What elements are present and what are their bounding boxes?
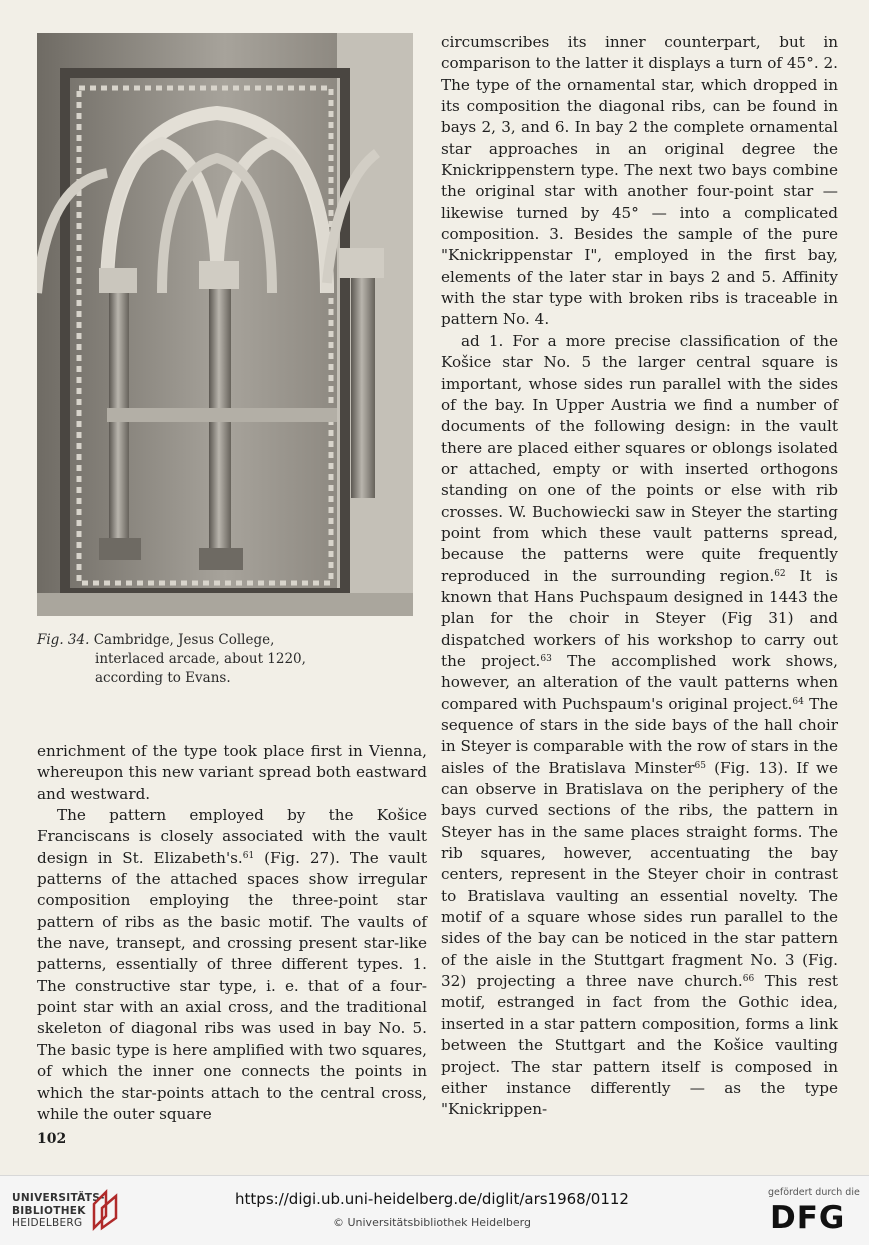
- footnote-ref: 66: [742, 974, 755, 985]
- footnote-ref: 62: [774, 568, 786, 579]
- page-number: 102: [37, 1131, 67, 1147]
- caption-line-2: interlaced arcade, about 1220,: [95, 651, 306, 667]
- permalink-url[interactable]: https://digi.ub.uni-heidelberg.de/diglit/ars1968/0112: [235, 1190, 629, 1208]
- left-text-column: [37, 741, 427, 1125]
- paragraph: enrichment of the type took place first in Vienna, whereupon this new variant spread both eastward and westward.: [37, 742, 427, 803]
- caption-line-3: according to Evans.: [95, 670, 231, 686]
- figure-caption: [37, 631, 427, 688]
- caption-line-1: Cambridge, Jesus College,: [93, 632, 275, 648]
- library-logo-text: UNIVERSITÄTS- BIBLIOTHEK HEIDELBERG: [12, 1192, 105, 1229]
- arcade-photograph: [37, 33, 413, 616]
- right-text-column: [441, 32, 838, 1121]
- dfg-logo: DFG: [770, 1200, 846, 1236]
- figure-label: Fig. 34.: [37, 632, 90, 648]
- library-emblem-icon: [90, 1188, 124, 1232]
- footnote-ref: 65: [694, 760, 706, 771]
- footer-bar: [0, 1175, 869, 1245]
- paragraph: circumscribes its inner counterpart, but in comparison to the latter it displays a turn of 45°. 2. The type of the ornamental star, which dropped in its composition the diagonal ribs, can be found in bays 2, 3, and 6. In bay 2 the complete ornamental star approaches in an original degree the Knickrippenstern type. The next two bays combine the original star with another four-point star — likewise turned by 45° — into a complicated composition. 3. Besides the sample of the pure "Knickrippenstar I", employed in the first bay, elements of the later star in bays 2 and 5. Affinity with the star type with broken ribs is traceable in pattern No. 4.: [441, 33, 838, 329]
- paragraph: The pattern employed by the Košice Franciscans is closely associated with the vault design in St. Elizabeth's.$^{61}$ (Fig. 27). The vault patterns of the attached spaces show irregular composition employing the three-point star pattern of ribs as the basic motif. The vaults of the nave, transept, and crossing present star-like patterns, essentially of three different types. 1. The constructive star type, i. e. that of a four-point star with an axial cross, and the traditional skeleton of diagonal ribs was used in bay No. 5. The basic type is here amplified with two squares, of which the inner one connects the points in which the star-points attach to the central cross, while the outer square: [37, 806, 427, 1123]
- footnote-ref: 63: [540, 653, 552, 664]
- footnote-ref: 61: [242, 850, 255, 861]
- copyright-text: © Universitätsbibliothek Heidelberg: [332, 1216, 531, 1229]
- funding-note: gefördert durch die: [768, 1187, 860, 1198]
- paragraph: ad 1. For a more precise classification of the Košice star No. 5 the larger central square is important, whose sides run parallel with the sides of the bay. In Upper Austria we find a number of documents of the following design: in the vault there are placed either squares or oblongs isolated or attached, empty or with inserted orthogons standing on one of the points or else with rib crosses. W. Buchowiecki saw in Steyer the starting point from which these vault patterns spread, because the patterns were quite frequently reproduced in the surrounding region.$^{62}$ It is known that Hans Puchspaum designed in 1443 the plan for the choir in Steyer (Fig 31) and dispatched workers of his workshop to carry out the project.$^{63}$ The accomplished work shows, however, an alteration of the vault patterns when compared with Puchspaum's original project.$^{64}$ The sequence of stars in the side bays of the hall choir in Steyer is comparable with the row of stars in the aisles of the Bratislava Minster$^{65}$ (Fig. 13). If we can observe in Bratislava on the periphery of the bays curved sections of the ribs, the pattern in Steyer has in the same places straight forms. The rib squares, however, accentuating the bay centers, represent in the Steyer choir in contrast to Bratislava vaulting an essential novelty. The motif of a square whose sides run parallel to the sides of the bay can be noticed in the star pattern of the aisle in the Stuttgart fragment No. 3 (Fig. 32) projecting a three nave church.$^{66}$ This rest motif, estranged in fact from the Gothic idea, inserted in a star pattern composition, forms a link between the Stuttgart and the Košice vaulting project. The star pattern itself is composed in either instance differently — as the type "Knickrippen-: [441, 331, 839, 1119]
- arcade-illustration: [37, 33, 413, 616]
- footnote-ref: 64: [792, 696, 804, 707]
